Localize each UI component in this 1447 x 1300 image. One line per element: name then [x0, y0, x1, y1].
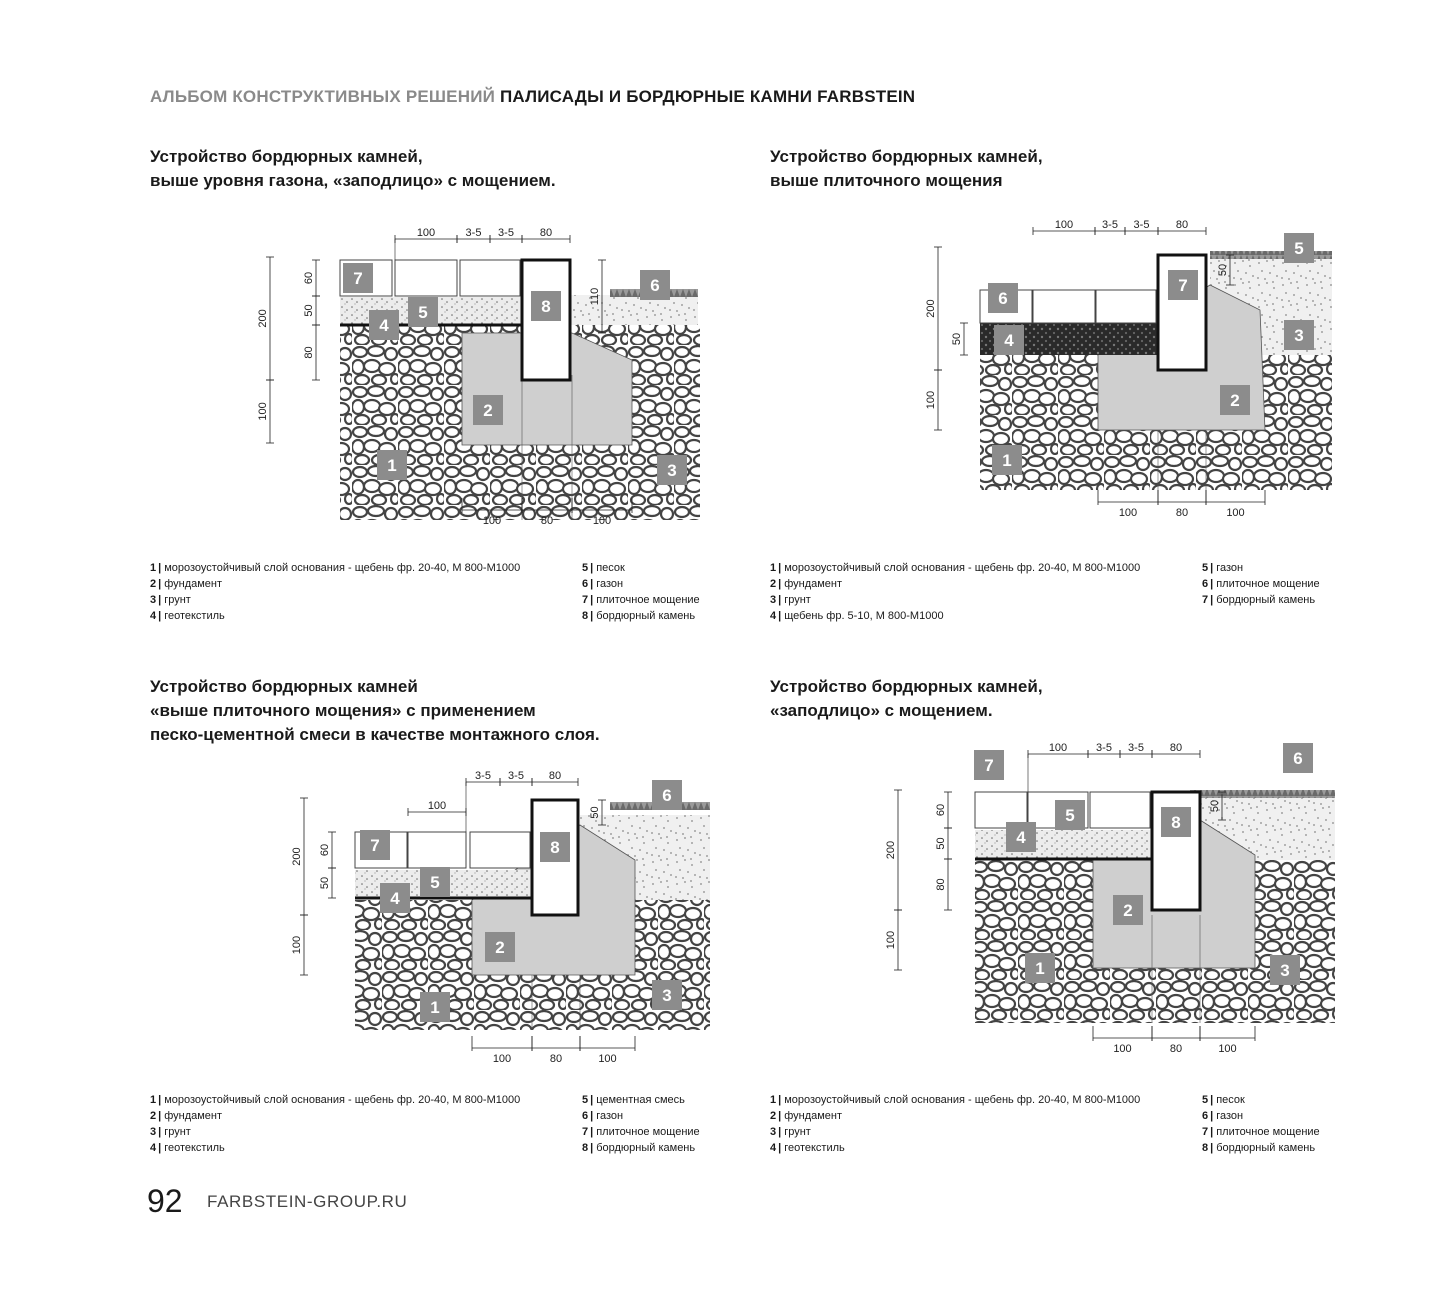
cross-section-diagram-2 — [920, 215, 1340, 519]
section-title: Устройство бордюрных камней, выше плиточного мощения — [770, 147, 1043, 190]
cross-section-diagram-3 — [290, 770, 730, 1065]
badge-label: 8 — [550, 838, 560, 857]
section-2 — [770, 145, 1410, 665]
dimension-label: 200 — [925, 299, 937, 318]
legend-item: 7 | плиточное мощение — [1202, 1126, 1320, 1138]
dimension-label: 3-5 — [1133, 219, 1150, 231]
dimension-label: 60 — [319, 843, 331, 857]
dimension-label: 80 — [303, 346, 315, 359]
section-title: Устройство бордюрных камней, «заподлицо» с мощением. — [770, 677, 1043, 720]
dimension-label: 80 — [1169, 1043, 1183, 1055]
page-header — [150, 87, 915, 107]
dimension-label: 3-5 — [1102, 219, 1118, 231]
legend-item: 3 | грунт — [150, 594, 191, 606]
paver — [460, 260, 520, 296]
section-1 — [150, 145, 790, 665]
legend-item: 2 | фундамент — [150, 1110, 223, 1122]
legend-item: 1 | морозоустойчивый слой основания - щебень фр. 20-40, М 800-М1000 — [150, 1094, 521, 1106]
legend-item: 4 | геотекстиль — [770, 1142, 845, 1154]
dimension-label: 50 — [589, 806, 601, 819]
dimension-label: 100 — [1048, 742, 1068, 754]
badge-label: 1 — [1035, 959, 1045, 978]
badge-label: 6 — [998, 289, 1008, 308]
badge-label: 2 — [483, 401, 493, 420]
page-footer — [147, 1183, 407, 1220]
cross-section-diagram-4 — [880, 740, 1340, 1055]
dimension-label: 80 — [935, 878, 947, 891]
website-link[interactable]: FARBSTEIN-GROUP.RU — [207, 1191, 408, 1211]
badge-label: 3 — [1294, 326, 1304, 345]
dimension-label: 200 — [885, 840, 897, 860]
dimension-label: 100 — [291, 935, 303, 955]
legend-item: 5 | газон — [1202, 562, 1244, 574]
album-label: АЛЬБОМ КОНСТРУКТИВНЫХ РЕШЕНИЙ — [150, 87, 496, 106]
legend-item: 7 | плиточное мощение — [582, 1126, 700, 1138]
dimension-label: 100 — [416, 227, 436, 239]
legend-left — [770, 1092, 1140, 1156]
dimension-label: 60 — [935, 803, 947, 817]
badge-label: 4 — [1016, 828, 1026, 847]
badge-label: 7 — [353, 269, 363, 288]
badge-label: 3 — [667, 461, 677, 480]
paver — [1033, 290, 1095, 323]
dimension-label: 3-5 — [508, 770, 524, 782]
badge-label: 5 — [430, 873, 440, 892]
badge-label: 4 — [1004, 331, 1014, 350]
paver — [395, 260, 457, 296]
legend-item: 5 | цементная смесь — [582, 1094, 685, 1106]
legend-left — [770, 560, 1140, 624]
legend-item: 2 | фундамент — [770, 1110, 843, 1122]
legend-item: 3 | грунт — [770, 1126, 811, 1138]
legend-item: 2 | фундамент — [770, 578, 843, 590]
badge-label: 1 — [430, 998, 440, 1017]
dimension-label: 60 — [303, 271, 315, 285]
badge-label: 4 — [379, 316, 389, 335]
dimension-label: 80 — [1175, 507, 1189, 519]
legend-right — [1202, 1092, 1320, 1156]
dimension-label: 50 — [319, 876, 331, 890]
page-number: 92 — [147, 1183, 183, 1219]
legend-item: 4 | геотекстиль — [150, 1142, 225, 1154]
legend-item: 5 | песок — [582, 562, 625, 574]
section-4 — [770, 675, 1410, 1195]
legend-item: 1 | морозоустойчивый слой основания - щебень фр. 20-40, М 800-М1000 — [150, 562, 521, 574]
legend-item: 5 | песок — [1202, 1094, 1245, 1106]
dimension-label: 80 — [1169, 742, 1183, 754]
dimension-label: 200 — [257, 309, 269, 328]
badge-label: 7 — [1178, 276, 1188, 295]
dimension-label: 100 — [427, 800, 447, 812]
dimension-label: 100 — [1113, 1043, 1132, 1055]
paver — [1096, 290, 1156, 323]
legend-item: 7 | плиточное мощение — [582, 594, 700, 606]
legend-item: 6 | газон — [582, 578, 624, 590]
legend-right — [582, 560, 700, 624]
dimension-label: 50 — [1217, 263, 1229, 277]
dimension-label: 100 — [492, 1053, 512, 1065]
badge-label: 7 — [984, 756, 994, 775]
legend-right — [582, 1092, 700, 1156]
dimension-label: 100 — [1054, 219, 1074, 231]
sand-layer — [975, 830, 1152, 858]
legend-item: 6 | плиточное мощение — [1202, 578, 1320, 590]
legend-item: 8 | бордюрный камень — [582, 1142, 696, 1154]
legend-item: 6 | газон — [582, 1110, 624, 1122]
paver — [470, 832, 530, 868]
legend-item: 1 | морозоустойчивый слой основания - щебень фр. 20-40, М 800-М1000 — [770, 1094, 1141, 1106]
legend-item: 8 | бордюрный камень — [582, 610, 696, 622]
dimension-label: 50 — [303, 304, 315, 317]
dimension-label: 80 — [1175, 219, 1189, 231]
badge-label: 2 — [495, 938, 505, 957]
dimension-label: 100 — [598, 1053, 617, 1065]
badge-label: 3 — [662, 986, 672, 1005]
badge-label: 5 — [418, 303, 428, 322]
dimension-label: 100 — [482, 515, 502, 527]
dimension-label: 200 — [291, 847, 303, 866]
dimension-label: 3-5 — [498, 227, 514, 239]
dimension-label: 80 — [539, 227, 553, 239]
badge-label: 6 — [650, 276, 660, 295]
dimension-label: 100 — [1118, 507, 1138, 519]
dimension-label: 100 — [885, 930, 897, 950]
dimension-label: 100 — [1226, 507, 1245, 519]
badge-label: 2 — [1230, 391, 1240, 410]
dimension-label: 3-5 — [1096, 742, 1112, 754]
badge-label: 8 — [541, 297, 551, 316]
paver — [408, 832, 466, 868]
paver — [1090, 792, 1150, 828]
legend-left — [150, 560, 520, 624]
legend-item: 1 | морозоустойчивый слой основания - щебень фр. 20-40, М 800-М1000 — [770, 562, 1141, 574]
section-title: Устройство бордюрных камней «выше плиточного мощения» с применением песко-цементной смеси в качестве монтажного слоя. — [150, 677, 600, 744]
badge-label: 1 — [1002, 451, 1012, 470]
dimension-label: 3-5 — [475, 770, 491, 782]
badge-label: 5 — [1065, 806, 1075, 825]
legend-left — [150, 1092, 520, 1156]
lawn-strip — [1190, 790, 1335, 798]
section-title: Устройство бордюрных камней, выше уровня газона, «заподлицо» с мощением. — [150, 147, 556, 190]
badge-label: 3 — [1280, 961, 1290, 980]
dimension-label: 50 — [935, 837, 947, 850]
dimension-label: 80 — [548, 770, 562, 782]
badge-label: 4 — [390, 889, 400, 908]
badge-label: 8 — [1171, 813, 1181, 832]
dimension-label: 100 — [592, 515, 612, 527]
dimension-label: 3-5 — [1128, 742, 1144, 754]
legend-item: 7 | бордюрный камень — [1202, 594, 1316, 606]
section-3 — [150, 675, 790, 1195]
legend-right — [1202, 560, 1320, 608]
badge-label: 6 — [1293, 749, 1303, 768]
dimension-label: 3-5 — [465, 227, 482, 239]
legend-item: 4 | геотекстиль — [150, 610, 225, 622]
badge-label: 6 — [662, 786, 672, 805]
legend-item: 3 | грунт — [770, 594, 811, 606]
legend-item: 4 | щебень фр. 5-10, М 800-М1000 — [770, 610, 944, 622]
dimension-label: 100 — [257, 402, 269, 421]
dimension-label: 50 — [951, 332, 963, 346]
legend-item: 3 | грунт — [150, 1126, 191, 1138]
dimension-label: 50 — [1209, 799, 1221, 813]
cross-section-diagram-1 — [257, 225, 730, 527]
legend-item: 2 | фундамент — [150, 578, 223, 590]
dimension-label: 80 — [540, 515, 554, 527]
badge-label: 2 — [1123, 901, 1133, 920]
dimension-label: 80 — [549, 1053, 563, 1065]
legend-item: 8 | бордюрный камень — [1202, 1142, 1316, 1154]
legend-item: 6 | газон — [1202, 1110, 1244, 1122]
dimension-label: 110 — [589, 287, 601, 306]
dimension-label: 100 — [1218, 1043, 1237, 1055]
badge-label: 5 — [1294, 239, 1304, 258]
dimension-label: 100 — [925, 390, 937, 410]
album-title: ПАЛИСАДЫ И БОРДЮРНЫЕ КАМНИ FARBSTEIN — [499, 87, 916, 106]
badge-label: 1 — [387, 456, 397, 475]
badge-label: 7 — [370, 836, 380, 855]
